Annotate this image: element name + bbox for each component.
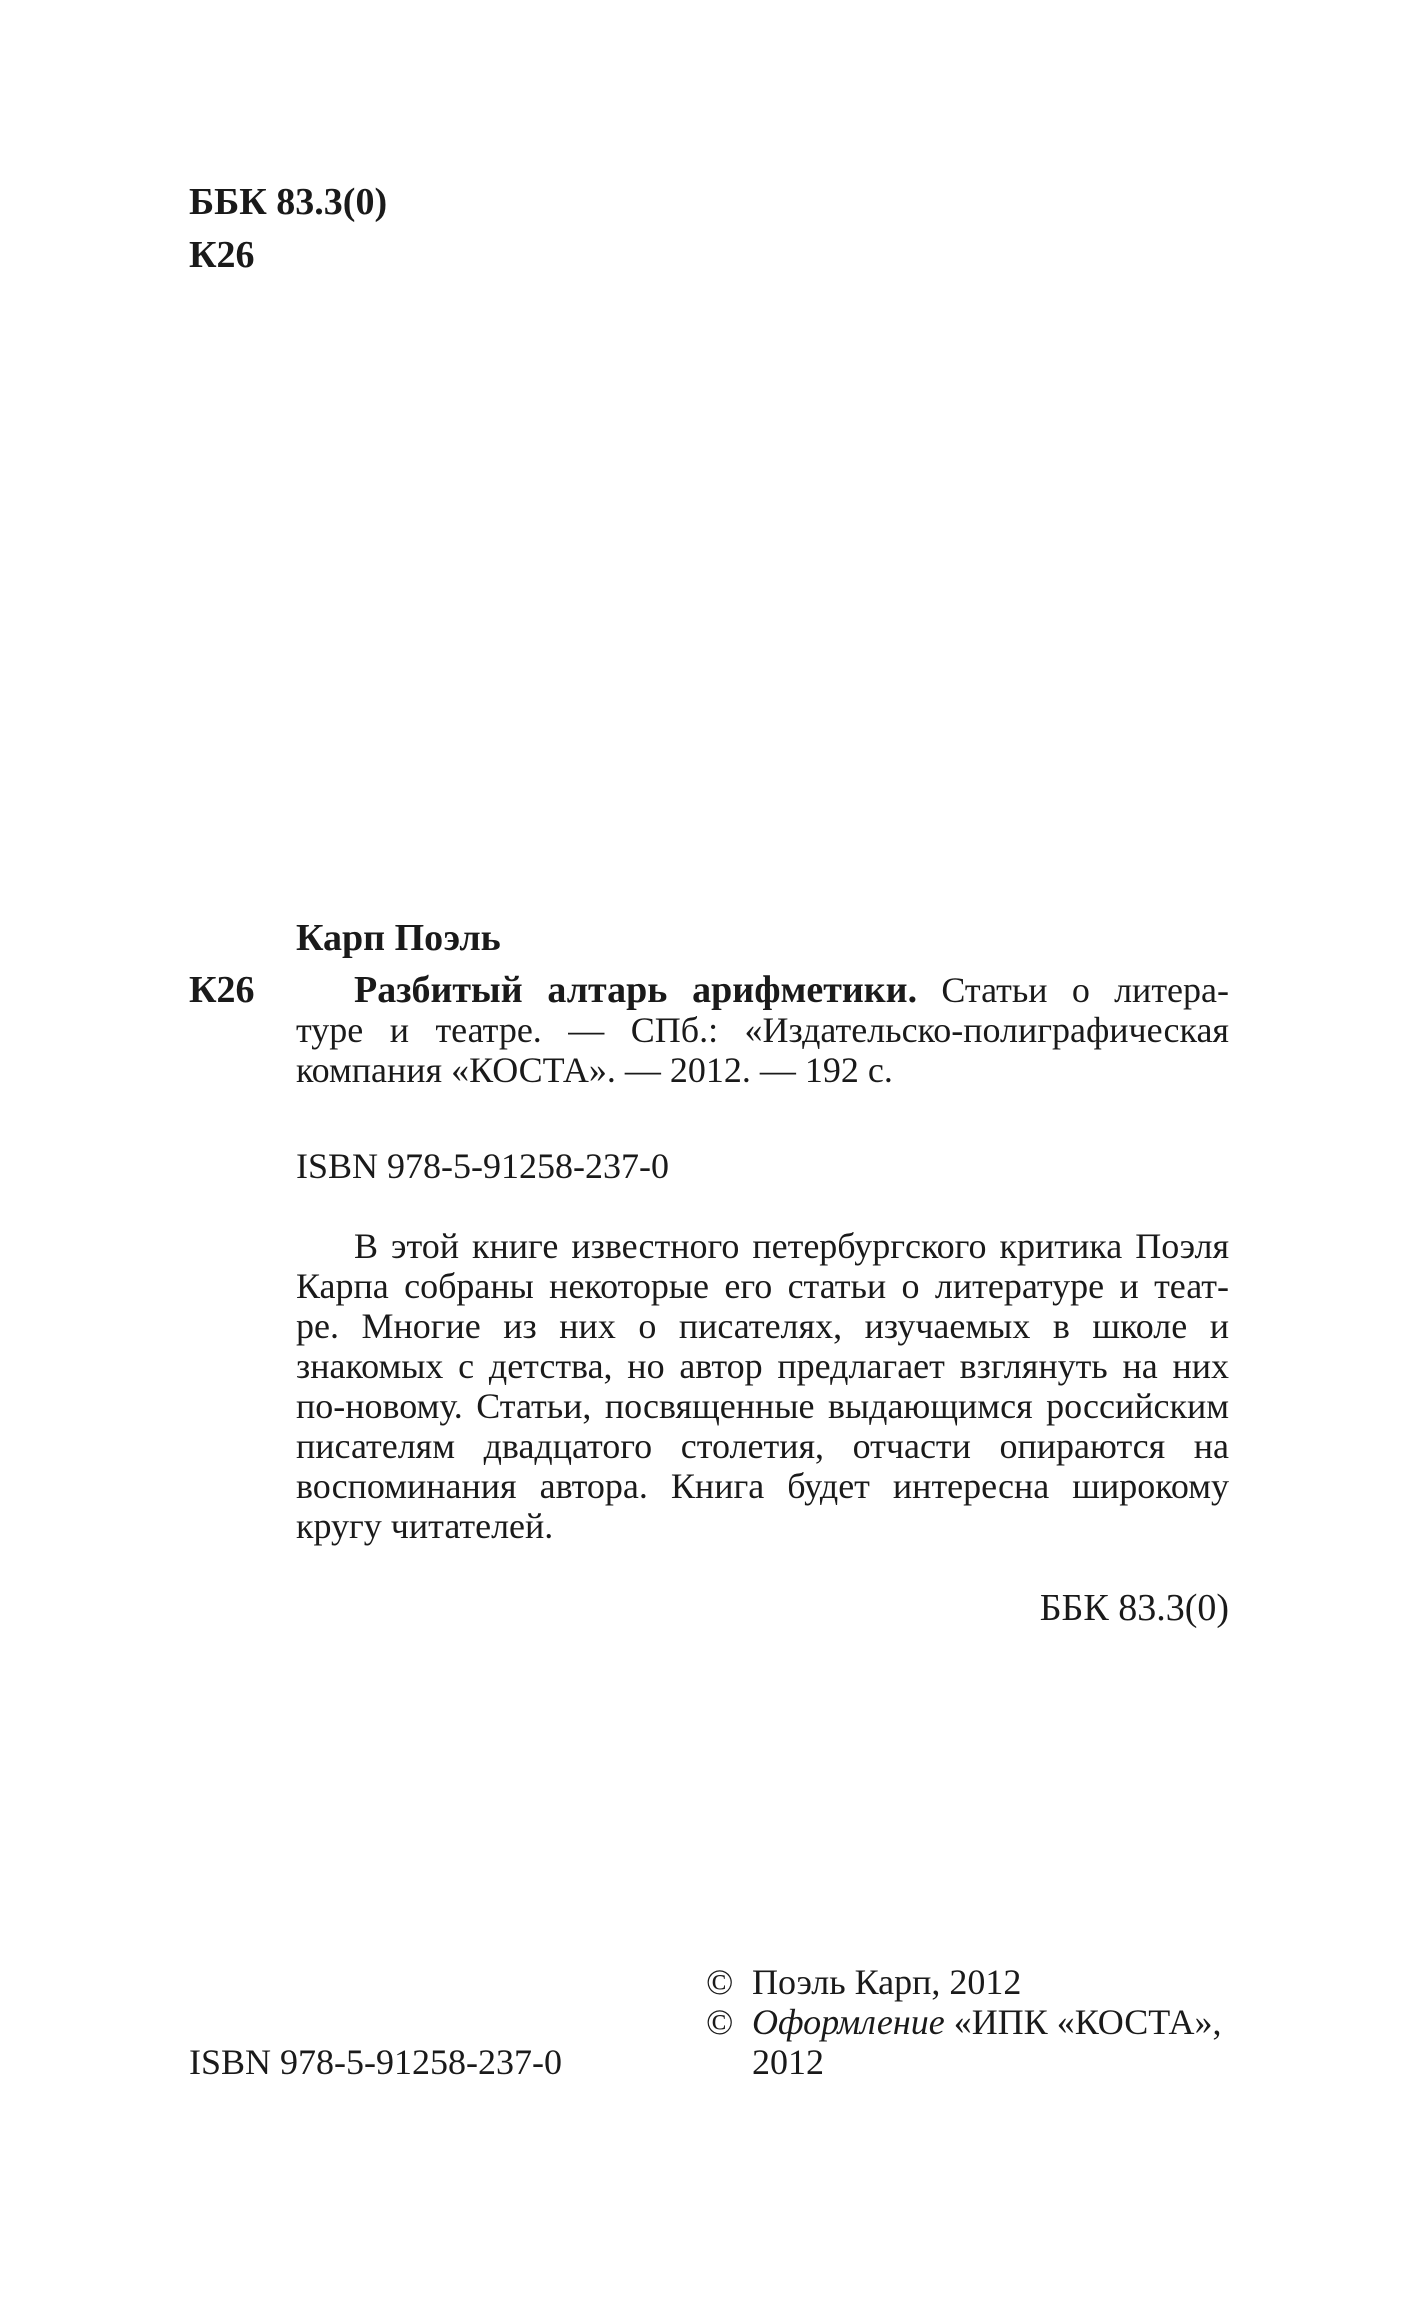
copyright-line-1 bbox=[706, 1962, 1236, 2002]
annotation-line-4: знакомых с детства, но автор предлагает взглянуть на них bbox=[296, 1346, 1229, 1386]
book-title: Разбитый алтарь арифметики. bbox=[354, 969, 918, 1011]
copyright-design-year: 2012 bbox=[752, 2042, 824, 2082]
description-line-2: туре и театре. — СПб.: «Издательско-полиграфическая bbox=[296, 1010, 1229, 1050]
author-code-header: К26 bbox=[189, 234, 255, 276]
copyright-author: Поэль Карп, 2012 bbox=[752, 1962, 1022, 2002]
copyright-line-2 bbox=[706, 2002, 1236, 2042]
annotation-line-3: ре. Многие из них о писателях, изучаемых в школе и bbox=[296, 1306, 1229, 1346]
description-line-1-text: Статьи о литера- bbox=[941, 970, 1229, 1010]
annotation-line-8: кругу читателей. bbox=[296, 1506, 554, 1546]
copyright-line-3 bbox=[706, 2042, 1236, 2082]
annotation-bbk: ББК 83.3(0) bbox=[1039, 1587, 1229, 1629]
description-line-3: компания «КОСТА». — 2012. — 192 с. bbox=[296, 1050, 893, 1090]
annotation-paragraph bbox=[296, 1226, 1229, 1546]
description-line-1 bbox=[354, 970, 1229, 1010]
copyright-design-publisher: «ИПК «КОСТА», bbox=[944, 2002, 1222, 2042]
annotation-line-1: В этой книге известного петербургского критика Поэля bbox=[354, 1226, 1229, 1266]
copyright-symbol-2: © bbox=[706, 2002, 734, 2042]
annotation-line-7: воспоминания автора. Книга будет интересна широкому bbox=[296, 1466, 1229, 1506]
copyright-design-label: Оформление bbox=[752, 2002, 945, 2042]
annotation-line-2: Карпа собраны некоторые его статьи о литературе и теат- bbox=[296, 1266, 1229, 1306]
annotation-line-6: писателям двадцатого столетия, отчасти опираются на bbox=[296, 1426, 1229, 1466]
bibliographic-description bbox=[354, 970, 1229, 1010]
entry-author-code: К26 bbox=[189, 969, 255, 1011]
bibliographic-description-cont bbox=[296, 1010, 1229, 1090]
entry-isbn: ISBN 978-5-91258-237-0 bbox=[296, 1146, 669, 1186]
annotation-line-5: по-новому. Статьи, посвященные выдающимся российским bbox=[296, 1386, 1229, 1426]
bbk-header: ББК 83.3(0) bbox=[189, 181, 388, 223]
copyright-symbol: © bbox=[706, 1962, 734, 2002]
copyright-block bbox=[706, 1962, 1236, 2082]
author-name: Карп Поэль bbox=[296, 917, 501, 959]
footer-isbn: ISBN 978-5-91258-237-0 bbox=[189, 2042, 562, 2082]
